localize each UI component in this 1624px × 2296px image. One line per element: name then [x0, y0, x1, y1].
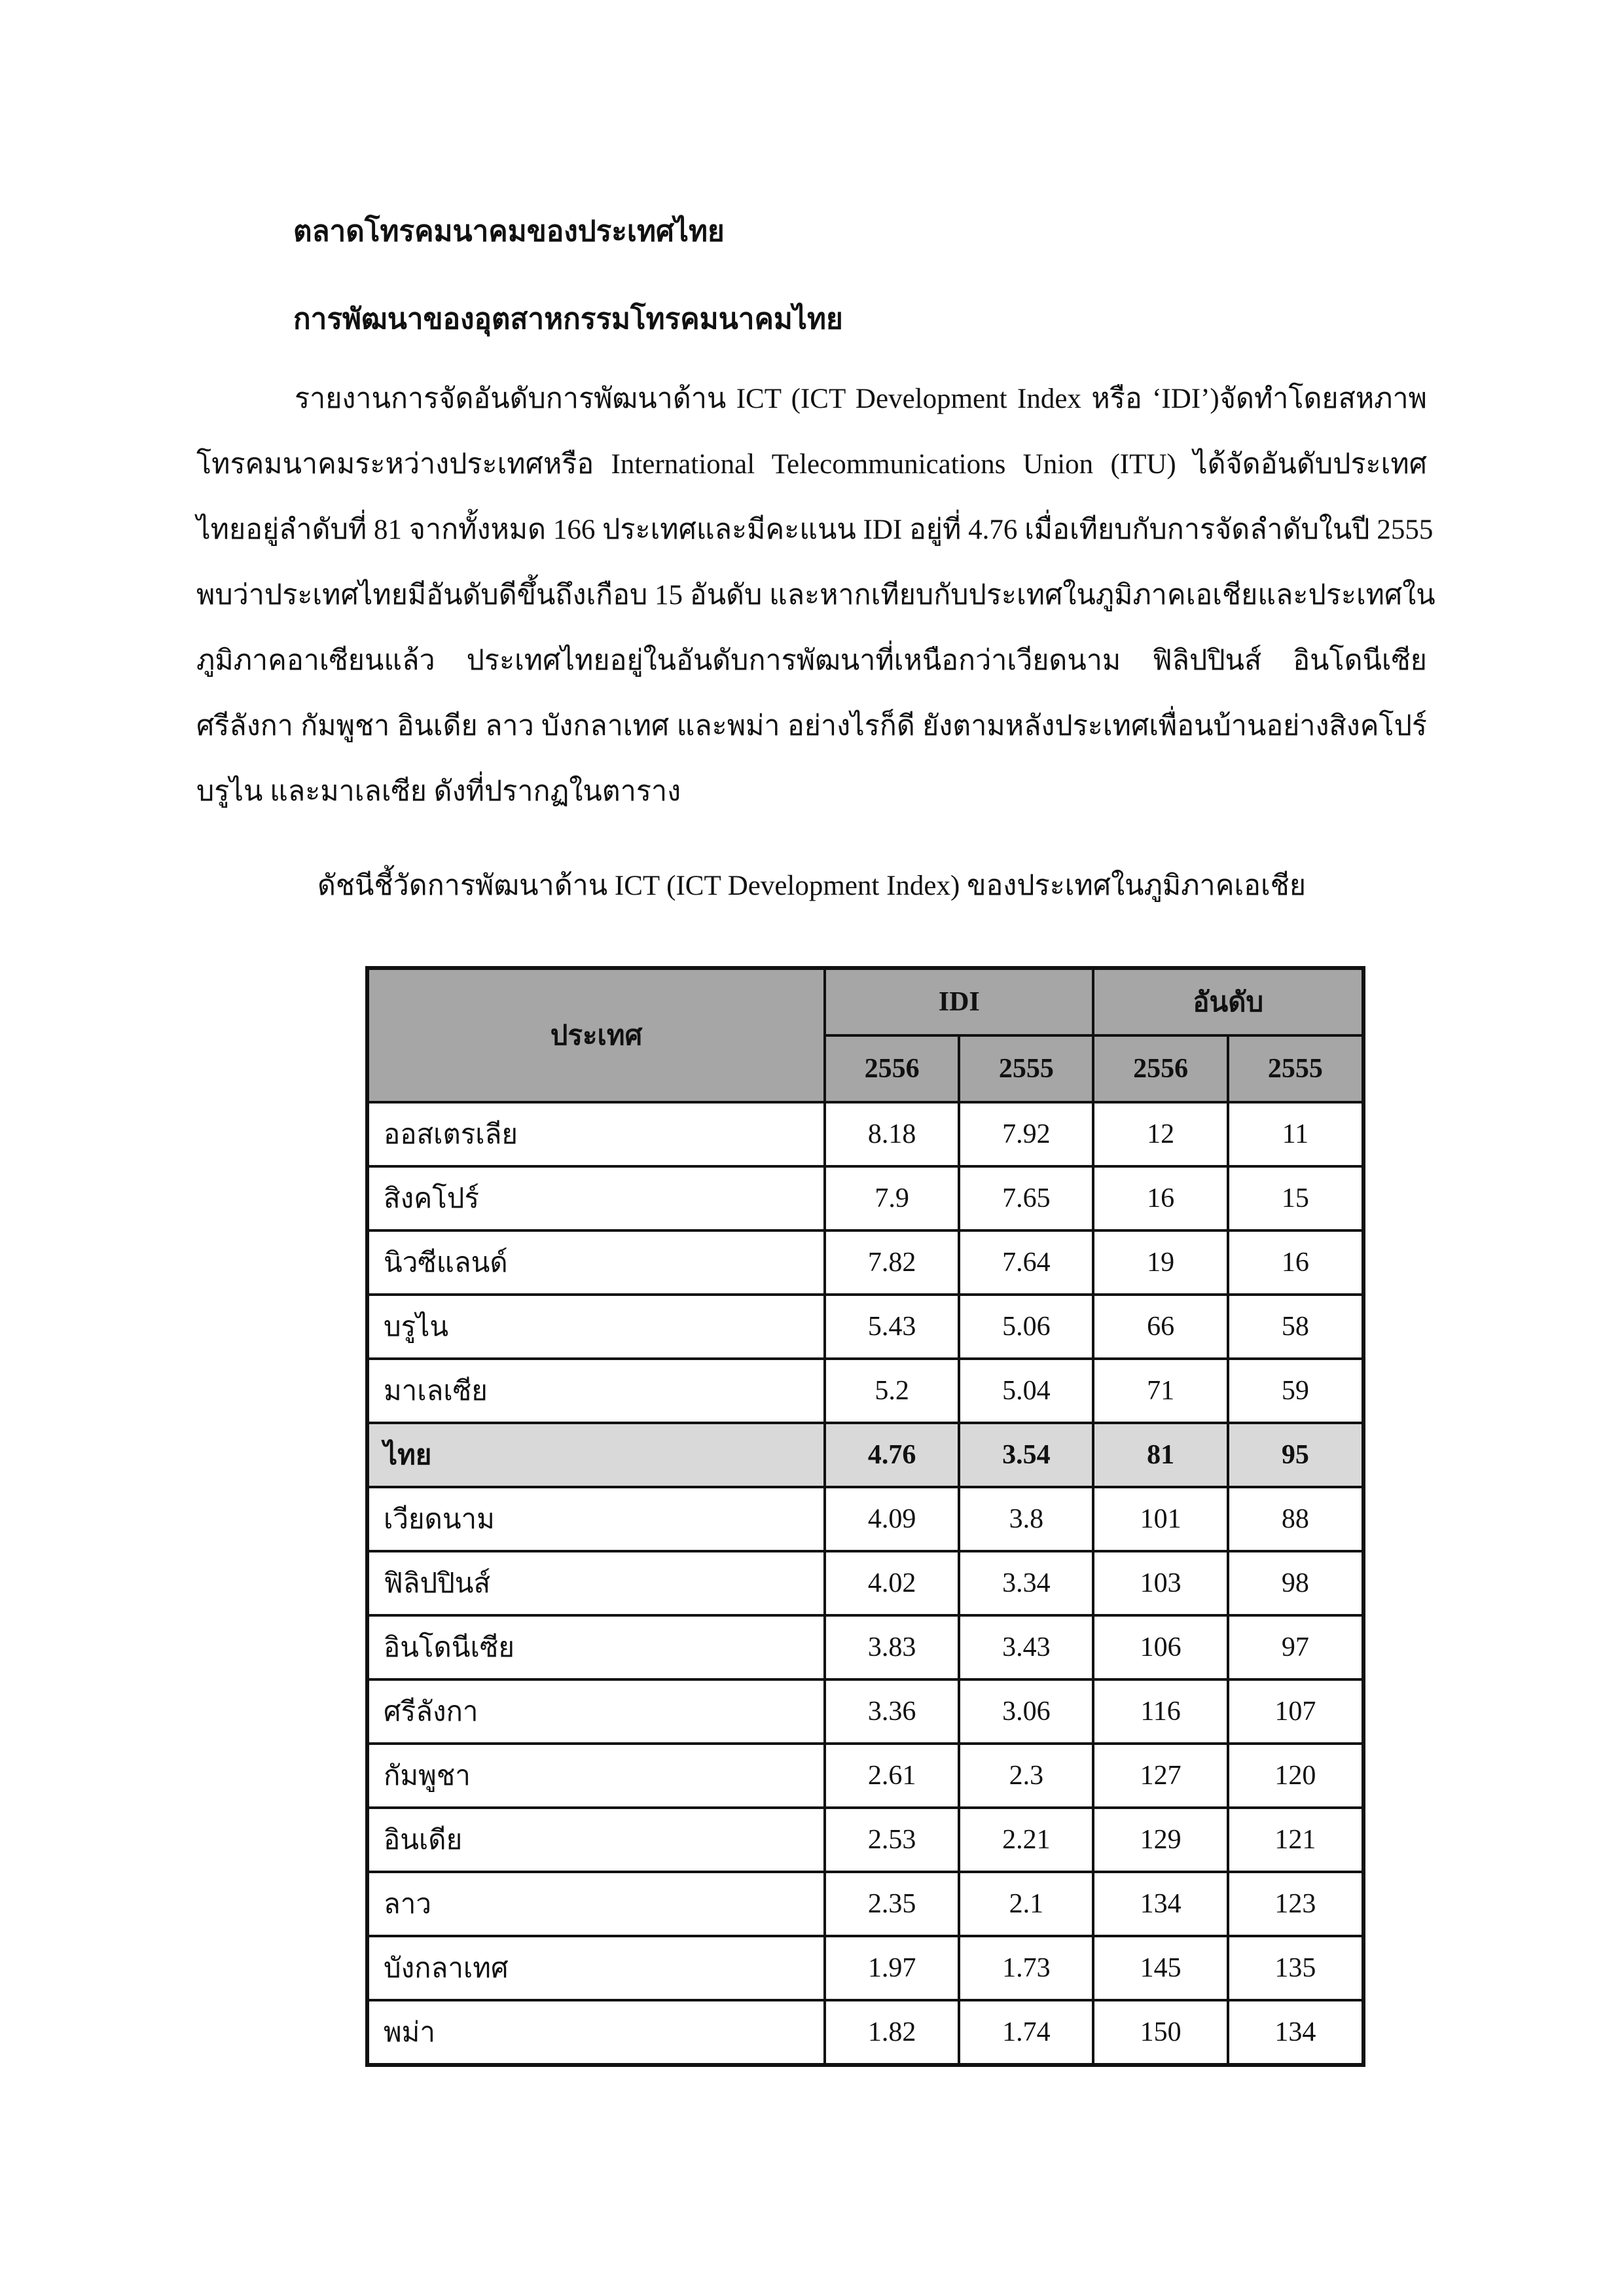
cell-country: มาเลเซีย — [367, 1359, 825, 1423]
cell-country: บรูไน — [367, 1295, 825, 1359]
cell-rank-2556: 145 — [1093, 1936, 1227, 2000]
cell-country: บังกลาเทศ — [367, 1936, 825, 2000]
header-rank-2555: 2555 — [1228, 1035, 1363, 1102]
cell-rank-2555: 98 — [1228, 1551, 1363, 1615]
cell-idi-2556: 7.9 — [825, 1166, 959, 1230]
cell-country: ไทย — [367, 1423, 825, 1487]
cell-rank-2555: 88 — [1228, 1487, 1363, 1551]
header-country: ประเทศ — [367, 968, 825, 1102]
cell-rank-2556: 16 — [1093, 1166, 1227, 1230]
cell-idi-2556: 2.61 — [825, 1744, 959, 1808]
cell-country: อินเดีย — [367, 1808, 825, 1872]
cell-idi-2556: 7.82 — [825, 1230, 959, 1295]
paragraph-line: ภูมิภาคอาเซียนแล้ว ประเทศไทยอยู่ในอันดับการพัฒนาที่เหนือกว่าเวียดนาม ฟิลิปปินส์ อินโดนีเซีย — [196, 645, 1427, 676]
cell-idi-2556: 3.83 — [825, 1615, 959, 1679]
cell-rank-2555: 134 — [1228, 2000, 1363, 2065]
cell-rank-2556: 101 — [1093, 1487, 1227, 1551]
cell-rank-2556: 66 — [1093, 1295, 1227, 1359]
cell-country: เวียดนาม — [367, 1487, 825, 1551]
cell-country: นิวซีแลนด์ — [367, 1230, 825, 1295]
table-row — [367, 1423, 1363, 1487]
section-heading: ตลาดโทรคมนาคมของประเทศไทย — [293, 215, 725, 247]
cell-idi-2556: 3.36 — [825, 1679, 959, 1744]
cell-rank-2555: 16 — [1228, 1230, 1363, 1295]
cell-rank-2556: 129 — [1093, 1808, 1227, 1872]
cell-idi-2556: 2.53 — [825, 1808, 959, 1872]
cell-idi-2556: 5.2 — [825, 1359, 959, 1423]
table-row — [367, 1551, 1363, 1615]
cell-rank-2555: 123 — [1228, 1872, 1363, 1936]
cell-idi-2555: 5.04 — [959, 1359, 1093, 1423]
header-rank-2556: 2556 — [1093, 1035, 1227, 1102]
cell-rank-2555: 59 — [1228, 1359, 1363, 1423]
cell-rank-2556: 81 — [1093, 1423, 1227, 1487]
cell-idi-2555: 3.34 — [959, 1551, 1093, 1615]
cell-idi-2555: 2.1 — [959, 1872, 1093, 1936]
cell-rank-2555: 15 — [1228, 1166, 1363, 1230]
idi-table — [365, 966, 1365, 2067]
cell-rank-2556: 106 — [1093, 1615, 1227, 1679]
cell-rank-2556: 12 — [1093, 1102, 1227, 1166]
table-row — [367, 1808, 1363, 1872]
cell-rank-2556: 116 — [1093, 1679, 1227, 1744]
cell-country: สิงคโปร์ — [367, 1166, 825, 1230]
cell-idi-2555: 3.8 — [959, 1487, 1093, 1551]
cell-rank-2555: 11 — [1228, 1102, 1363, 1166]
cell-rank-2556: 127 — [1093, 1744, 1227, 1808]
cell-rank-2556: 71 — [1093, 1359, 1227, 1423]
table-header — [367, 968, 1363, 1102]
table-body — [367, 1102, 1363, 2065]
cell-country: พม่า — [367, 2000, 825, 2065]
header-rank: อันดับ — [1093, 968, 1363, 1035]
cell-idi-2555: 1.73 — [959, 1936, 1093, 2000]
cell-idi-2556: 4.76 — [825, 1423, 959, 1487]
cell-country: ลาว — [367, 1872, 825, 1936]
table-caption: ดัชนีชี้วัดการพัฒนาด้าน ICT (ICT Development Index) ของประเทศในภูมิภาคเอเชีย — [317, 870, 1307, 901]
cell-country: ออสเตรเลีย — [367, 1102, 825, 1166]
cell-idi-2556: 4.02 — [825, 1551, 959, 1615]
cell-idi-2555: 3.43 — [959, 1615, 1093, 1679]
cell-rank-2555: 120 — [1228, 1744, 1363, 1808]
paragraph-line: บรูไน และมาเลเซีย ดังที่ปรากฏในตาราง — [196, 776, 681, 807]
cell-idi-2555: 5.06 — [959, 1295, 1093, 1359]
cell-rank-2556: 134 — [1093, 1872, 1227, 1936]
table-row — [367, 1102, 1363, 1166]
table-row — [367, 1679, 1363, 1744]
paragraph-line: รายงานการจัดอันดับการพัฒนาด้าน ICT (ICT Development Index หรือ ‘IDI’)จัดทำโดยสหภาพ — [295, 384, 1427, 414]
table-row — [367, 1487, 1363, 1551]
table-row — [367, 1744, 1363, 1808]
cell-idi-2555: 2.21 — [959, 1808, 1093, 1872]
cell-country: ศรีลังกา — [367, 1679, 825, 1744]
cell-idi-2556: 4.09 — [825, 1487, 959, 1551]
cell-rank-2556: 150 — [1093, 2000, 1227, 2065]
paragraph-line: โทรคมนาคมระหว่างประเทศหรือ International Telecommunications Union (ITU) ได้จัดอันดับประเทศ — [196, 449, 1427, 480]
subsection-heading: การพัฒนาของอุตสาหกรรมโทรคมนาคมไทย — [293, 303, 843, 335]
cell-rank-2555: 97 — [1228, 1615, 1363, 1679]
cell-idi-2556: 5.43 — [825, 1295, 959, 1359]
table-row — [367, 1615, 1363, 1679]
cell-idi-2556: 1.97 — [825, 1936, 959, 2000]
table-row — [367, 1166, 1363, 1230]
table-row — [367, 1295, 1363, 1359]
cell-idi-2555: 7.65 — [959, 1166, 1093, 1230]
cell-idi-2555: 2.3 — [959, 1744, 1093, 1808]
header-idi: IDI — [825, 968, 1093, 1035]
cell-rank-2555: 95 — [1228, 1423, 1363, 1487]
cell-rank-2555: 58 — [1228, 1295, 1363, 1359]
header-idi-2555: 2555 — [959, 1035, 1093, 1102]
cell-idi-2555: 7.64 — [959, 1230, 1093, 1295]
cell-rank-2556: 103 — [1093, 1551, 1227, 1615]
cell-rank-2555: 107 — [1228, 1679, 1363, 1744]
body-paragraph — [196, 367, 1435, 825]
cell-rank-2555: 135 — [1228, 1936, 1363, 2000]
cell-country: ฟิลิปปินส์ — [367, 1551, 825, 1615]
paragraph-line: พบว่าประเทศไทยมีอันดับดีขึ้นถึงเกือบ 15 อันดับ และหากเทียบกับประเทศในภูมิภาคเอเชียและประเทศใน — [196, 580, 1435, 611]
cell-idi-2555: 3.54 — [959, 1423, 1093, 1487]
table-row — [367, 1359, 1363, 1423]
paragraph-line: ไทยอยู่ลำดับที่ 81 จากทั้งหมด 166 ประเทศและมีคะแนน IDI อยู่ที่ 4.76 เมื่อเทียบกับการจัดลำดับในปี 2555 — [196, 514, 1434, 545]
cell-idi-2556: 8.18 — [825, 1102, 959, 1166]
paragraph-line: ศรีลังกา กัมพูชา อินเดีย ลาว บังกลาเทศ และพม่า อย่างไรก็ดี ยังตามหลังประเทศเพื่อนบ้านอย่างสิงคโปร์ — [196, 711, 1427, 742]
cell-idi-2556: 2.35 — [825, 1872, 959, 1936]
header-idi-2556: 2556 — [825, 1035, 959, 1102]
table-row — [367, 1230, 1363, 1295]
cell-idi-2555: 3.06 — [959, 1679, 1093, 1744]
cell-idi-2556: 1.82 — [825, 2000, 959, 2065]
table-row — [367, 2000, 1363, 2065]
cell-idi-2555: 7.92 — [959, 1102, 1093, 1166]
table-row — [367, 1936, 1363, 2000]
table-row — [367, 1872, 1363, 1936]
cell-country: อินโดนีเซีย — [367, 1615, 825, 1679]
cell-rank-2555: 121 — [1228, 1808, 1363, 1872]
cell-idi-2555: 1.74 — [959, 2000, 1093, 2065]
cell-rank-2556: 19 — [1093, 1230, 1227, 1295]
cell-country: กัมพูชา — [367, 1744, 825, 1808]
